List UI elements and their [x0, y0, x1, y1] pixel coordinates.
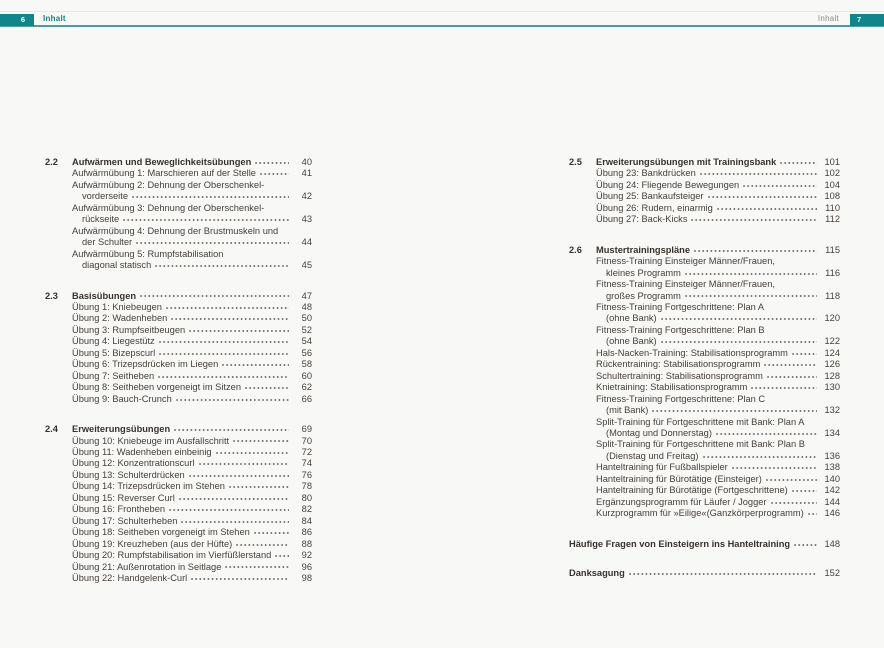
dot-leader — [165, 304, 289, 310]
section-title: Mustertrainingspläne — [596, 244, 691, 255]
page-number: 74 — [301, 458, 312, 469]
entry-title: Hanteltraining für Bürotätige (Fortgeschrittene) — [596, 485, 788, 496]
dot-leader — [699, 170, 817, 176]
toc-entry — [569, 439, 840, 450]
entry-title: (Montag und Donnerstag) — [606, 427, 712, 438]
dot-leader — [198, 460, 290, 466]
page-number: 45 — [301, 260, 312, 271]
dot-leader — [684, 293, 817, 299]
toc-entry-continuation — [569, 336, 840, 347]
toc-column-left — [45, 157, 312, 603]
toc-entry — [569, 508, 840, 519]
entry-title: (ohne Bank) — [606, 313, 657, 324]
toc-entry — [569, 539, 840, 550]
page-number: 41 — [301, 168, 312, 179]
entry-title: Kurzprogramm für »Eilige«(Ganzkörperprogramm) — [596, 508, 804, 519]
entry-title: Übung 24: Fliegende Bewegungen — [596, 179, 740, 190]
entry-title: Aufwärmübung 4: Dehnung der Brustmuskeln und — [72, 225, 279, 236]
dot-leader — [765, 476, 817, 482]
toc-entry — [45, 394, 312, 405]
dot-leader — [178, 495, 289, 501]
page-number: 47 — [301, 290, 312, 301]
toc-entry — [45, 348, 312, 359]
page-number: 148 — [824, 538, 840, 549]
dot-leader — [684, 270, 817, 276]
page-number: 44 — [301, 237, 312, 248]
page-number: 72 — [301, 446, 312, 457]
toc-entry — [569, 214, 840, 225]
page-number: 115 — [825, 244, 840, 255]
toc-entry — [569, 497, 840, 508]
section-number: 2.3 — [45, 290, 58, 301]
page-number: 124 — [824, 347, 840, 358]
dot-leader — [693, 247, 817, 253]
toc-section-heading — [45, 291, 312, 302]
dot-leader — [139, 293, 289, 299]
entry-title: Split-Training für Fortgeschrittene mit Bank: Plan B — [596, 439, 805, 450]
entry-title: Übung 9: Bauch-Crunch — [72, 393, 172, 404]
toc-entry — [45, 516, 312, 527]
left-page-folio-bar — [0, 14, 34, 26]
toc-entry — [569, 168, 840, 179]
toc-section — [45, 157, 312, 272]
toc-entry — [45, 447, 312, 458]
entry-title: Übung 8: Seitheben vorgeneigt im Sitzen — [72, 382, 242, 393]
right-running-head: Inhalt — [817, 13, 839, 23]
dot-leader — [215, 449, 289, 455]
entry-title: Übung 1: Kniebeugen — [72, 301, 162, 312]
page-number: 50 — [301, 313, 312, 324]
right-page-folio-bar — [850, 14, 884, 26]
section-title: Aufwärmen und Beweglichkeitsübungen — [72, 157, 252, 167]
entry-title: Aufwärmübung 2: Dehnung der Oberschenkel- — [72, 179, 265, 190]
dot-leader — [180, 518, 289, 524]
toc-entry — [45, 504, 312, 515]
page-number: 92 — [301, 550, 312, 561]
toc-section — [45, 291, 312, 406]
entry-title: Übung 22: Handgelenk-Curl — [72, 572, 188, 583]
dot-leader — [244, 384, 289, 390]
toc-entry — [45, 168, 312, 179]
dot-leader — [716, 205, 817, 211]
toc-entry — [569, 359, 840, 370]
dot-leader — [254, 159, 289, 165]
dot-leader — [660, 315, 817, 321]
entry-title: Übung 23: Bankdrücken — [596, 168, 696, 179]
entry-title: diagonal statisch — [82, 260, 152, 271]
toc-entry-continuation — [569, 451, 840, 462]
dot-leader — [742, 182, 817, 188]
toc-entry — [45, 371, 312, 382]
entry-title: Übung 27: Back-Kicks — [596, 214, 688, 225]
dot-leader — [766, 373, 817, 379]
entry-title: Übung 17: Schulterheben — [72, 515, 178, 526]
dot-leader — [253, 529, 289, 535]
dot-leader — [170, 315, 289, 321]
toc-entry — [45, 550, 312, 561]
page-number: 88 — [301, 538, 312, 549]
entry-title: Fitness-Training Fortgeschrittene: Plan A — [596, 301, 765, 312]
entry-title: Übung 4: Liegestütz — [72, 336, 155, 347]
entry-title: Übung 11: Wadenheben einbeinig — [72, 446, 212, 457]
entry-title: Übung 15: Reverser Curl — [72, 492, 175, 503]
entry-title: Ergänzungsprogramm für Läufer / Jogger — [596, 496, 767, 507]
page-number: 80 — [301, 492, 312, 503]
dot-leader — [221, 361, 289, 367]
page-number: 56 — [301, 347, 312, 358]
toc-entry — [569, 302, 840, 313]
page-number: 78 — [301, 481, 312, 492]
entry-title: Rückentraining: Stabilisationsprogramm — [596, 359, 761, 370]
entry-title: Hals-Nacken-Training: Stabilisationsprogramm — [596, 347, 788, 358]
page-number: 42 — [301, 191, 312, 202]
entry-title: Übung 25: Bankaufsteiger — [596, 191, 704, 202]
toc-entry — [45, 458, 312, 469]
page-number: 40 — [301, 157, 312, 167]
toc-entry — [45, 359, 312, 370]
toc-entry — [45, 573, 312, 584]
page-number: 69 — [301, 424, 312, 435]
toc-section — [45, 424, 312, 584]
entry-title: rückseite — [82, 214, 120, 225]
dot-leader — [173, 426, 289, 432]
dot-leader — [807, 510, 817, 516]
toc-entry — [45, 493, 312, 504]
dot-leader — [791, 487, 817, 493]
dot-leader — [779, 159, 817, 165]
toc-entry — [569, 203, 840, 214]
page-number: 82 — [301, 504, 312, 515]
page-number: 118 — [825, 290, 840, 301]
page-number: 132 — [824, 405, 840, 416]
page-number: 120 — [824, 313, 840, 324]
entry-title: Danksagung — [569, 568, 625, 579]
entry-title: (mit Bank) — [606, 405, 649, 416]
section-title: Erweiterungsübungen mit Trainingsbank — [596, 157, 777, 167]
entry-title: kleines Programm — [606, 267, 681, 278]
entry-title: (Dienstag und Freitag) — [606, 450, 699, 461]
page-number: 86 — [301, 527, 312, 538]
entry-title: Übung 13: Schulterdrücken — [72, 469, 185, 480]
entry-title: (ohne Bank) — [606, 336, 657, 347]
entry-title: Häufige Fragen von Einsteigern ins Hanteltraining — [569, 538, 791, 549]
dot-leader — [707, 193, 817, 199]
toc-entry — [569, 191, 840, 202]
toc-entry-continuation — [45, 237, 312, 248]
dot-leader — [235, 541, 289, 547]
dot-leader — [135, 239, 289, 245]
toc-entry — [569, 485, 840, 496]
page-number: 134 — [824, 427, 840, 438]
entry-title: Hanteltraining für Bürotätige (Einsteiger) — [596, 473, 762, 484]
toc-entry — [45, 203, 312, 214]
entry-title: Übung 2: Wadenheben — [72, 313, 168, 324]
page-number: 126 — [824, 359, 840, 370]
page-number: 76 — [301, 469, 312, 480]
toc-entry — [569, 279, 840, 290]
entry-title: Übung 18: Seitheben vorgeneigt im Stehen — [72, 527, 250, 538]
header-teal-rule — [0, 25, 884, 27]
dot-leader — [122, 216, 289, 222]
page-number: 140 — [824, 473, 840, 484]
dot-leader — [628, 570, 817, 576]
entry-title: Übung 10: Kniebeuge im Ausfallschritt — [72, 435, 230, 446]
dot-leader — [157, 373, 289, 379]
toc-entry-continuation — [569, 268, 840, 279]
dot-leader — [188, 472, 289, 478]
page-number: 138 — [824, 462, 840, 473]
toc-entry-continuation — [569, 313, 840, 324]
right-page-number: 7 — [857, 15, 862, 24]
toc-entry — [569, 417, 840, 428]
dot-leader — [175, 396, 289, 402]
entry-title: Übung 19: Kreuzheben (aus der Hüfte) — [72, 538, 233, 549]
entry-title: Übung 3: Rumpfseitbeugen — [72, 324, 186, 335]
dot-leader — [158, 338, 289, 344]
page-number: 62 — [301, 382, 312, 393]
page-number: 112 — [825, 214, 840, 225]
toc-entry — [569, 371, 840, 382]
page-number: 66 — [301, 393, 312, 404]
toc-section-heading — [569, 245, 840, 256]
page-number: 110 — [825, 202, 840, 213]
section-number: 2.6 — [569, 244, 582, 255]
toc-entry-continuation — [45, 260, 312, 271]
toc-entry — [45, 180, 312, 191]
entry-title: Fitness-Training Fortgeschrittene: Plan C — [596, 393, 766, 404]
entry-title: Split-Training für Fortgeschrittene mit Bank: Plan A — [596, 416, 805, 427]
entry-title: Übung 5: Bizepscurl — [72, 347, 156, 358]
page-number: 122 — [824, 336, 840, 347]
toc-entry — [45, 470, 312, 481]
entry-title: Aufwärmübung 1: Marschieren auf der Stelle — [72, 168, 256, 179]
dot-leader — [228, 483, 289, 489]
dot-leader — [188, 327, 289, 333]
entry-title: großes Programm — [606, 290, 681, 301]
toc-section-heading — [45, 424, 312, 435]
toc-entry-continuation — [569, 428, 840, 439]
page-number: 116 — [825, 267, 840, 278]
entry-title: Schultertraining: Stabilisationsprogramm — [596, 370, 763, 381]
dot-leader — [651, 407, 817, 413]
toc-entry — [45, 527, 312, 538]
page-number: 102 — [824, 168, 840, 179]
toc-entry — [45, 562, 312, 573]
toc-entry — [45, 481, 312, 492]
page-number: 104 — [824, 179, 840, 190]
page-number: 152 — [824, 568, 840, 579]
toc-section-heading — [569, 157, 840, 168]
toc-entry — [569, 382, 840, 393]
page-number: 144 — [824, 496, 840, 507]
dot-leader — [791, 350, 817, 356]
toc-section — [569, 157, 840, 226]
page-number: 142 — [824, 485, 840, 496]
entry-title: Übung 6: Trizepsdrücken im Liegen — [72, 359, 219, 370]
left-page-number: 6 — [20, 15, 25, 24]
entry-title: der Schulter — [82, 237, 133, 248]
page-number: 84 — [301, 515, 312, 526]
dot-leader — [259, 170, 289, 176]
toc-entry — [569, 348, 840, 359]
page-number: 136 — [824, 450, 840, 461]
dot-leader — [131, 193, 289, 199]
toc-entry — [569, 394, 840, 405]
entry-title: Übung 12: Konzentrationscurl — [72, 458, 195, 469]
page-number: 130 — [824, 382, 840, 393]
toc-entry — [569, 462, 840, 473]
page-number: 70 — [301, 435, 312, 446]
dot-leader — [702, 453, 818, 459]
entry-title: Aufwärmübung 5: Rumpfstabilisation — [72, 248, 224, 259]
toc-entry — [45, 436, 312, 447]
entry-title: Übung 21: Außenrotation in Seitlage — [72, 561, 222, 572]
dot-leader — [158, 350, 289, 356]
dot-leader — [770, 499, 817, 505]
dot-leader — [750, 384, 817, 390]
toc-entry — [45, 302, 312, 313]
section-number: 2.5 — [569, 157, 582, 167]
dot-leader — [168, 506, 289, 512]
dot-leader — [715, 430, 817, 436]
section-title: Erweiterungsübungen — [72, 424, 171, 435]
page-number: 52 — [301, 324, 312, 335]
page-number: 108 — [824, 191, 840, 202]
toc-entry — [569, 325, 840, 336]
left-running-head: Inhalt — [43, 13, 66, 23]
page-number: 96 — [301, 561, 312, 572]
toc-entry — [45, 382, 312, 393]
section-number: 2.4 — [45, 424, 58, 435]
entry-title: Übung 7: Seitheben — [72, 370, 155, 381]
page-number: 54 — [301, 336, 312, 347]
entry-title: Übung 14: Trizepsdrücken im Stehen — [72, 481, 225, 492]
toc-entry — [45, 336, 312, 347]
toc-entry — [569, 256, 840, 267]
dot-leader — [793, 541, 817, 547]
entry-title: Fitness-Training Einsteiger Männer/Frauen, — [596, 256, 775, 267]
toc-entry — [45, 226, 312, 237]
section-number: 2.2 — [45, 157, 58, 167]
toc-column-right — [569, 157, 840, 580]
toc-standalone-entries — [569, 539, 840, 580]
toc-entry — [569, 180, 840, 191]
page-number: 48 — [301, 301, 312, 312]
page-number: 98 — [301, 572, 312, 583]
toc-section-heading — [45, 157, 312, 168]
page-number: 60 — [301, 370, 312, 381]
toc-entry-continuation — [45, 191, 312, 202]
section-title: Basisübungen — [72, 290, 137, 301]
toc-section — [569, 245, 840, 520]
toc-entry — [569, 568, 840, 579]
dot-leader — [731, 464, 817, 470]
page-number: 128 — [824, 370, 840, 381]
page-number: 43 — [301, 214, 312, 225]
entry-title: Hanteltraining für Fußballspieler — [596, 462, 728, 473]
dot-leader — [154, 262, 289, 268]
toc-entry — [45, 313, 312, 324]
toc-entry-continuation — [45, 214, 312, 225]
header-top-rule — [0, 11, 884, 12]
entry-title: Übung 26: Rudern, einarmig — [596, 202, 713, 213]
entry-title: Übung 20: Rumpfstabilisation im Vierfüßlerstand — [72, 550, 272, 561]
dot-leader — [690, 216, 817, 222]
page-number: 101 — [824, 157, 840, 167]
toc-entry — [569, 474, 840, 485]
dot-leader — [660, 338, 817, 344]
toc-entry — [45, 249, 312, 260]
entry-title: Fitness-Training Einsteiger Männer/Frauen, — [596, 279, 775, 290]
toc-entry-continuation — [569, 291, 840, 302]
entry-title: Übung 16: Frontheben — [72, 504, 166, 515]
dot-leader — [232, 438, 289, 444]
toc-entry — [45, 539, 312, 550]
page-number: 58 — [301, 359, 312, 370]
entry-title: Fitness-Training Fortgeschrittene: Plan B — [596, 324, 765, 335]
dot-leader — [224, 564, 289, 570]
page-number: 146 — [824, 508, 840, 519]
toc-entry-continuation — [569, 405, 840, 416]
entry-title: Aufwärmübung 3: Dehnung der Oberschenkel- — [72, 202, 265, 213]
dot-leader — [274, 552, 289, 558]
entry-title: vorderseite — [82, 191, 128, 202]
dot-leader — [190, 575, 289, 581]
entry-title: Knietraining: Stabilisationsprogramm — [596, 382, 748, 393]
dot-leader — [763, 361, 817, 367]
toc-entry — [45, 325, 312, 336]
